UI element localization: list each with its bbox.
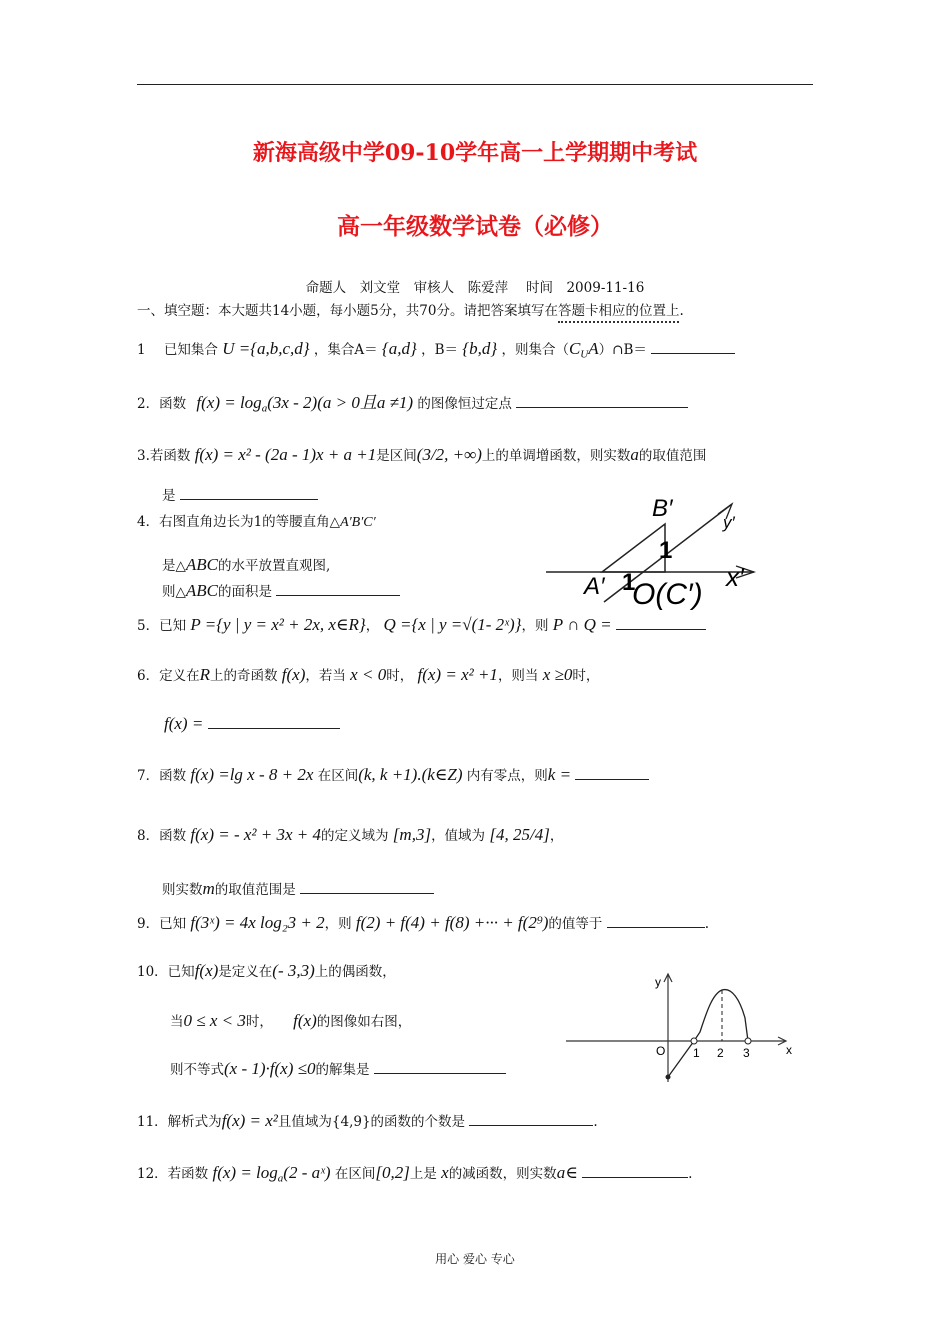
tick-3: 3 [743,1046,750,1060]
question-3-cont: 是 [162,484,318,504]
exam-subtitle: 高一年级数学试卷（必修） [337,213,613,240]
tick-2: 2 [717,1046,724,1060]
answer-blank [516,393,688,408]
label-x: x [786,1043,792,1057]
answer-blank [607,913,705,928]
label-one-horizontal: 1 [622,569,636,596]
exam-meta: 命题人 刘文堂 审核人 陈爱萍 时间 2009-11-16 [305,280,645,296]
question-4-line2: 是△ABC的水平放置直观图, [162,555,331,574]
answer-blank [616,615,706,630]
answer-blank [469,1111,593,1126]
closed-point [666,1075,671,1080]
question-10-line3: 则不等式(x - 1)·f(x) ≤0的解集是 [170,1058,506,1079]
tick-1: 1 [693,1046,700,1060]
figure-intuitive-view [540,486,770,610]
section-instructions: 一、填空题：本大题共14小题，每小题5分，共70分。请把答案填写在答题卡相应的位置上. [137,299,684,319]
label-x-prime: x′ [726,562,744,592]
triangle-abc-prime [602,524,665,572]
question-10-line2: 当0 ≤ x < 3时， f(x)的图像如右图， [170,1011,412,1030]
label-y: y [655,975,661,989]
question-2: 2．函数 $f(x) = \log_a(3x - 2)(a > 0$且a ≠1) 的图像恒过定点 [137,388,688,415]
graph-segment [668,1041,694,1077]
answer-blank [208,714,340,729]
label-origin-c-prime: O(C′) [632,578,703,610]
answer-blank [300,879,434,894]
label-origin: O [656,1044,666,1058]
question-8: 8．函数 f(x) = - x² + 3x + 4的定义域为 [m,3]，值域为 [4, 25/4]， [137,825,564,844]
answer-blank [651,339,735,354]
open-point-3 [745,1038,751,1044]
question-5: 5．已知 P ={y | y = x² + 2x, x∈R}， Q ={x | y =√(1- 2ˣ)}，则 P ∩ Q = [137,614,706,635]
label-b-prime: B′ [652,495,673,522]
open-point-1 [691,1038,697,1044]
page-footer: 用心 爱心 专心 [435,1252,515,1266]
question-12: 12．若函数 $f(x) = \log_a(2$ - aˣ) 在区间[0,2]上是 x的减函数，则实数a∈ . [137,1163,693,1185]
question-1: 1 已知集合 U ={a,b,c,d} ，集合A＝ {a,d} ，B＝ {b,d} ，则集合$(C_UA)\cap B=$ [137,338,735,361]
exam-title: 新海高级中学09-10学年高一上学期期中考试 [252,140,698,166]
answer-blank [575,765,649,780]
label-one-vertical: 1 [659,537,673,564]
graph-curve [694,990,748,1041]
question-6: 6．定义在R上的奇函数 f(x)，若当 x < 0时， f(x) = x² +1，则当 x ≥0时， [137,665,600,684]
answer-blank [276,581,400,596]
answer-blank [374,1059,506,1074]
question-4-line3: 则△ABC的面积是 [162,580,400,601]
question-3: 3.若函数 f(x) = x² - (2a - 1)x + a +1是区间(3/2, +∞)上的单调增函数，则实数a的取值范围 [137,445,707,464]
question-10: 10．已知f(x)是定义在(- 3,3)上的偶函数， [137,961,396,980]
header-rule [137,84,813,85]
label-y-prime: y′ [723,513,735,532]
question-7: 7．函数 f(x) =lg x - 8 + 2x 在区间(k, k +1).(k∈Z) 内有零点，则k = [137,764,649,785]
question-6-cont: f(x) = [164,714,340,734]
question-11: 11．解析式为f(x) = x²且值域为{4,9}的函数的个数是 . [137,1111,598,1130]
answer-blank [180,485,318,500]
question-8-cont: 则实数m的取值范围是 [162,878,434,899]
answer-blank [582,1163,688,1178]
question-9: 9．已知 f(3ˣ) = 4x log₂3 + 2，则 f(2) + f(4) + f(8) +··· + f(2⁹)的值等于 . [137,913,709,932]
label-a-prime: A′ [584,573,605,600]
figure-function-graph [560,966,800,1090]
question-4: 4．右图直角边长为1的等腰直角△A′B′C′ [137,514,376,530]
